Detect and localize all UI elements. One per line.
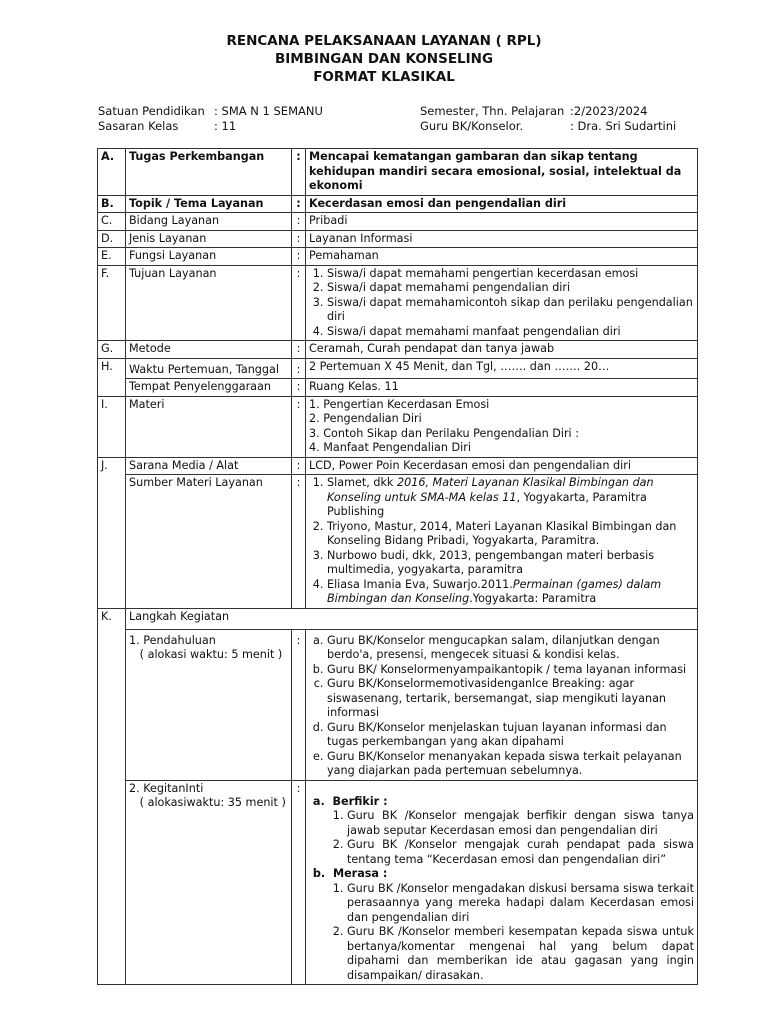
row-f — [98, 265, 698, 341]
title-line-2: BIMBINGAN DAN KONSELING — [274, 51, 494, 67]
document-title — [0, 32, 768, 86]
row-label: Sumber Materi Layanan — [126, 475, 292, 609]
row-value: Kecerdasan emosi dan pengendalian diri — [306, 195, 698, 213]
row-code: C. — [98, 213, 126, 231]
list-item: 4. Manfaat Pengendalian Diri — [309, 441, 471, 454]
list-item: 2. Triyono, Mastur, 2014, Materi Layanan Klasikal Bimbingan dan Konseling Bidang Pribadi, Yogyakarta, Paramitra. — [327, 520, 694, 549]
satuan-value: : SMA N 1 SEMANU — [214, 104, 323, 118]
row-colon: : — [292, 396, 306, 457]
list-item: e. Guru BK/Konselor menanyakan kepada siswa terkait pelayanan yang diajarkan pada pertemuan sebelumnya. — [327, 750, 694, 779]
pendahuluan-list — [309, 634, 694, 779]
row-colon: : — [292, 265, 306, 341]
sasaran-value: : 11 — [214, 119, 237, 133]
row-k1 — [98, 629, 698, 780]
sasaran-label: Sasaran Kelas — [98, 119, 179, 133]
row-c — [98, 213, 698, 231]
row-label: Langkah Kegiatan — [126, 608, 698, 629]
row-value — [306, 780, 698, 985]
row-value: Ceramah, Curah pendapat dan tanya jawab — [306, 341, 698, 359]
list-item: 2. Siswa/i dapat memahami pengendalian diri — [327, 281, 694, 296]
sumber-list — [309, 476, 694, 607]
row-colon: : — [292, 230, 306, 248]
row-g — [98, 341, 698, 359]
guru-label: Guru BK/Konselor. — [420, 119, 524, 133]
row-code: F. — [98, 265, 126, 341]
list-item: 3. Siswa/i dapat memahamicontoh sikap dan perilaku pengendalian diri — [327, 296, 694, 325]
row-label: Materi — [126, 396, 292, 457]
merasa-heading: b. Merasa : — [309, 867, 388, 880]
row-h2 — [98, 379, 698, 397]
row-value: Mencapai kematangan gambaran dan sikap tentang kehidupan mandiri secara emosional, sosial, intelektual da ekonomi — [306, 149, 698, 196]
list-item: a. Guru BK/Konselor mengucapkan salam, dilanjutkan dengan berdo'a, presensi, mengecek situasi & kondisi kelas. — [327, 634, 694, 663]
row-label: Jenis Layanan — [126, 230, 292, 248]
rpl-table — [97, 148, 698, 985]
row-k — [98, 608, 698, 629]
row-value — [306, 629, 698, 780]
row-colon: : — [292, 213, 306, 231]
row-code: J. — [98, 457, 126, 608]
row-code: D. — [98, 230, 126, 248]
list-item: 1. Slamet, dkk 2016, Materi Layanan Klasikal Bimbingan dan Konseling untuk SMA-MA kelas 11, Yogyakarta, Paramitra Publishing — [327, 476, 694, 520]
row-colon: : — [292, 457, 306, 475]
row-colon: : — [292, 195, 306, 213]
guru-value: : Dra. Sri Sudartini — [570, 119, 677, 133]
row-value — [306, 265, 698, 341]
row-colon: : — [292, 780, 306, 985]
row-value: Pribadi — [306, 213, 698, 231]
row-value: 2 Pertemuan X 45 Menit, dan Tgl, ……. dan ……. 20… — [306, 358, 698, 379]
title-line-1: RENCANA PELAKSANAAN LAYANAN ( RPL) — [226, 33, 542, 49]
merasa-list — [309, 882, 694, 984]
list-item: 1. Pengertian Kecerdasan Emosi — [309, 397, 490, 411]
list-item: 3. Contoh Sikap dan Perilaku Pengendalian Diri : — [309, 426, 579, 440]
list-item: 2. Pengendalian Diri — [309, 412, 422, 425]
row-label: 2. KegitanInti ( alokasiwaktu: 35 menit ) — [126, 780, 292, 985]
list-item: 1. Guru BK /Konselor mengadakan diskusi bersama siswa terkait perasaannya yang mereka hadapi dalam Kecerdasan emosi dan pengendalian diri — [347, 882, 694, 926]
satuan-label: Satuan Pendidikan — [98, 104, 205, 118]
row-code: B. — [98, 195, 126, 213]
list-item: 1. Siswa/i dapat memahami pengertian kecerdasan emosi — [327, 267, 694, 282]
list-item: 1. Guru BK /Konselor mengajak berfikir dengan siswa tanya jawab seputar Kecerdasan emosi dan pengendalian diri — [347, 809, 694, 838]
row-d — [98, 230, 698, 248]
row-label: Bidang Layanan — [126, 213, 292, 231]
row-k2 — [98, 780, 698, 985]
row-label: Sarana Media / Alat — [126, 457, 292, 475]
list-item: 2. Guru BK /Konselor memberi kesempatan kepada siswa untuk bertanya/komentar mengenai hal yang belum dapat dipahami dan memberikan ide atau gagasan yang ingin disampaikan/ dirasakan. — [347, 925, 694, 983]
semester-label: Semester, Thn. Pelajaran — [420, 104, 565, 118]
list-item: c. Guru BK/Konselormemotivasidenganlce Breaking: agar siswasenang, tertarik, bersemangat, siap mengikuti layanan informasi — [327, 677, 694, 721]
berfikir-heading: a. Berfikir : — [309, 794, 388, 808]
list-item: b. Guru BK/ Konselormenyampaikantopik / tema layanan informasi — [327, 663, 694, 678]
row-code: I. — [98, 396, 126, 457]
row-colon: : — [292, 379, 306, 397]
row-j — [98, 457, 698, 475]
semester-value: :2/2023/2024 — [570, 104, 648, 118]
title-line-3: FORMAT KLASIKAL — [313, 69, 455, 85]
list-item: d. Guru BK/Konselor menjelaskan tujuan layanan informasi dan tugas perkembangan yang akan dipahami — [327, 721, 694, 750]
row-value: Pemahaman — [306, 248, 698, 266]
list-item: 4. Siswa/i dapat memahami manfaat pengendalian diri — [327, 325, 694, 340]
row-label: Waktu Pertemuan, Tanggal — [126, 358, 292, 379]
row-colon: : — [292, 629, 306, 780]
row-colon: : — [292, 341, 306, 359]
row-b — [98, 195, 698, 213]
row-colon: : — [292, 358, 306, 379]
row-label: Tugas Perkembangan — [126, 149, 292, 196]
row-code: H. — [98, 358, 126, 396]
row-code: E. — [98, 248, 126, 266]
berfikir-list — [309, 809, 694, 867]
row-j2 — [98, 475, 698, 609]
list-item: 4. Eliasa Imania Eva, Suwarjo.2011.Permainan (games) dalam Bimbingan dan Konseling.Yogyakarta: Paramitra — [327, 578, 694, 607]
row-value: LCD, Power Poin Kecerdasan emosi dan pengendalian diri — [306, 457, 698, 475]
row-value — [306, 475, 698, 609]
row-label: Fungsi Layanan — [126, 248, 292, 266]
tujuan-list — [309, 267, 694, 340]
row-label: Topik / Tema Layanan — [126, 195, 292, 213]
list-item: 3. Nurbowo budi, dkk, 2013, pengembangan materi berbasis multimedia, yogyakarta, paramitra — [327, 549, 694, 578]
row-colon: : — [292, 149, 306, 196]
row-label: 1. Pendahuluan ( alokasi waktu: 5 menit ) — [126, 629, 292, 780]
row-value: Layanan Informasi — [306, 230, 698, 248]
row-code: K. — [98, 608, 126, 985]
row-label: Tempat Penyelenggaraan — [126, 379, 292, 397]
row-colon: : — [292, 248, 306, 266]
meta-info — [98, 104, 688, 134]
list-item: 2. Guru BK /Konselor mengajak curah pendapat pada siswa tentang tema “Kecerdasan emosi dan pengendalian diri” — [347, 838, 694, 867]
row-label: Tujuan Layanan — [126, 265, 292, 341]
row-code: G. — [98, 341, 126, 359]
row-code: A. — [98, 149, 126, 196]
row-value: Ruang Kelas. 11 — [306, 379, 698, 397]
row-i — [98, 396, 698, 457]
row-colon: : — [292, 475, 306, 609]
row-label: Metode — [126, 341, 292, 359]
row-e — [98, 248, 698, 266]
row-a — [98, 149, 698, 196]
row-h — [98, 358, 698, 379]
row-value — [306, 396, 698, 457]
